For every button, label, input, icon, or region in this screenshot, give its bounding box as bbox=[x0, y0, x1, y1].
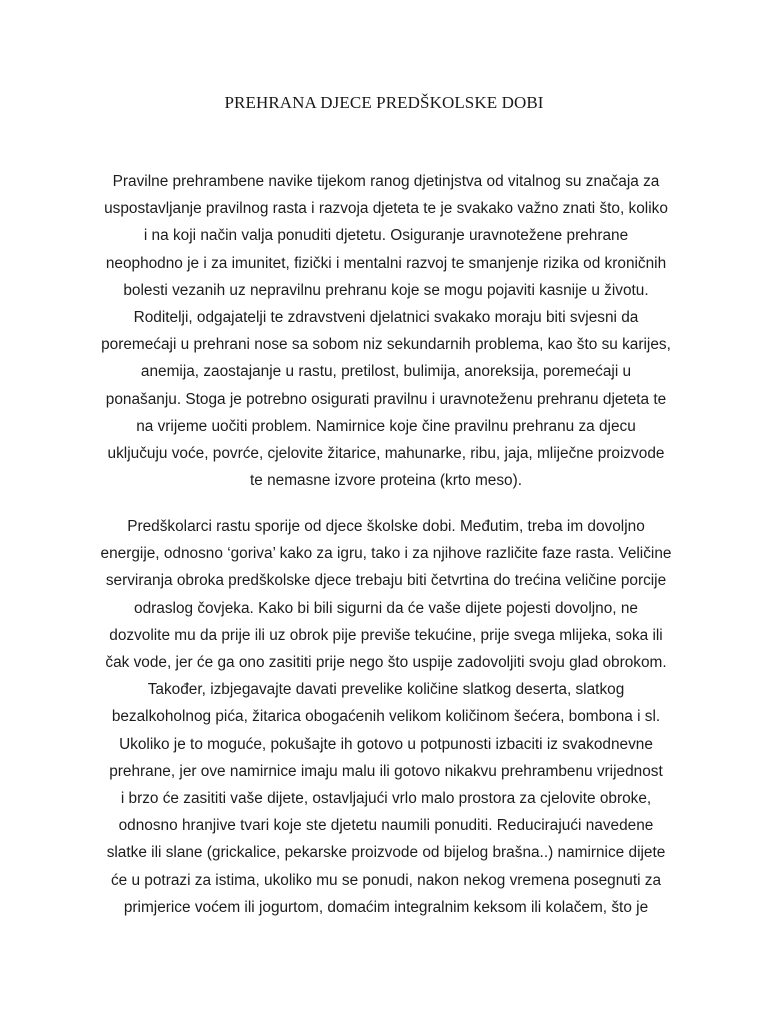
document-title: PREHRANA DJECE PREDŠKOLSKE DOBI bbox=[224, 93, 544, 112]
paragraph-1 bbox=[92, 168, 680, 494]
paragraph-line: Također, izbjegavajte davati prevelike količine slatkog deserta, slatkog bbox=[147, 681, 625, 699]
paragraph-line: slatke ili slane (grickalice, pekarske proizvode od bijelog brašna..) namirnice dijete bbox=[106, 844, 666, 862]
paragraph-line: Predškolarci rastu sporije od djece školske dobi. Međutim, treba im dovoljno bbox=[127, 518, 645, 535]
paragraph-line: energije, odnosno ‘goriva’ kako za igru, tako i za njihove različite faze rasta. Veličine bbox=[100, 545, 672, 563]
paragraph-line: dozvolite mu da prije ili uz obrok pije previše tekućine, prije svega mlijeka, soka ili bbox=[109, 626, 663, 644]
paragraph-line: prehrane, jer ove namirnice imaju malu ili gotovo nikakvu prehrambenu vrijednost bbox=[109, 762, 663, 780]
paragraph-line: anemija, zaostajanje u rastu, pretilost, bulimija, anoreksija, poremećaji u bbox=[140, 363, 632, 381]
paragraph-line: ponašanju. Stoga je potrebno osigurati pravilnu i uravnoteženu prehranu djeteta te bbox=[105, 390, 667, 408]
paragraph-line: će u potrazi za istima, ukoliko mu se ponudi, nakon nekog vremena posegnuti za bbox=[110, 871, 662, 889]
paragraph-line: čak vode, jer će ga ono zasititi prije nego što uspije zadovoljiti svoju glad obrokom. bbox=[105, 654, 667, 672]
paragraph-line: Ukoliko je to moguće, pokušajte ih gotovo u potpunosti izbaciti iz svakodnevne bbox=[119, 735, 653, 753]
paragraph-line: Pravilne prehrambene navike tijekom ranog djetinjstva od vitalnog su značaja za bbox=[112, 173, 660, 190]
paragraph-line: bolesti vezanih uz nepravilnu prehranu koje se mogu pojaviti kasnije u životu. bbox=[123, 281, 649, 299]
paragraph-line: serviranja obroka predškolske djece trebaju biti četvrtina do trećina veličine porcije bbox=[105, 572, 667, 590]
paragraph-line: na vrijeme uočiti problem. Namirnice koje čine pravilnu prehranu za djecu bbox=[136, 417, 636, 435]
paragraph-line: odnosno hranjive tvari koje ste djetetu naumili ponuditi. Reducirajući navedene bbox=[118, 817, 654, 835]
paragraph-line: uspostavljanje pravilnog rasta i razvoja djeteta te je svakako važno znati što, koliko bbox=[104, 200, 668, 218]
paragraph-line: poremećaji u prehrani nose sa sobom niz sekundarnih problema, kao što su karijes, bbox=[101, 336, 671, 354]
paragraph-line: i na koji način valja ponuditi djetetu. Osiguranje uravnotežene prehrane bbox=[143, 227, 629, 245]
paragraph-2 bbox=[92, 513, 680, 921]
paragraph-line: bezalkoholnog pića, žitarica obogaćenih velikom količinom šećera, bombona i sl. bbox=[111, 708, 661, 726]
paragraph-line: uključuju voće, povrće, cjelovite žitarice, mahunarke, ribu, jaja, mliječne proizvode bbox=[107, 445, 665, 463]
paragraph-line: neophodno je i za imunitet, fizički i mentalni razvoj te smanjenje rizika od kroničnih bbox=[105, 254, 667, 272]
paragraph-line: odraslog čovjeka. Kako bi bili sigurni da će vaše dijete pojesti dovoljno, ne bbox=[134, 599, 638, 617]
paragraph-line: Roditelji, odgajatelji te zdravstveni djelatnici svakako moraju biti svjesni da bbox=[133, 309, 639, 327]
paragraph-line: i brzo će zasititi vaše dijete, ostavljajući vrlo malo prostora za cjelovite obroke, bbox=[120, 790, 652, 808]
paragraph-line: te nemasne izvore proteina (krto meso). bbox=[249, 472, 523, 490]
paragraph-line: primjerice voćem ili jogurtom, domaćim integralnim keksom ili kolačem, što je bbox=[123, 898, 649, 916]
